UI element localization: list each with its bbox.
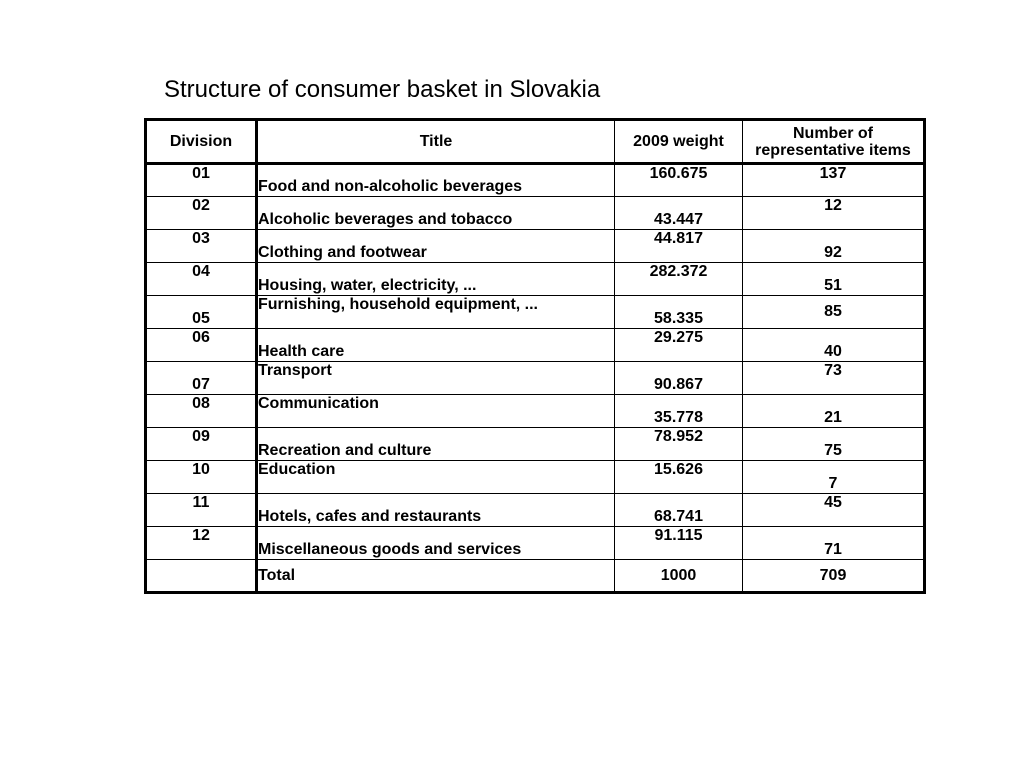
title-cell: Transport bbox=[257, 362, 615, 395]
weight-cell: 90.867 bbox=[615, 362, 743, 395]
division-cell: 02 bbox=[146, 197, 257, 230]
items-cell: 7 bbox=[743, 461, 925, 494]
table-row bbox=[146, 395, 925, 428]
weight-cell: 68.741 bbox=[615, 494, 743, 527]
total-label: Total bbox=[257, 560, 615, 593]
table-header-row bbox=[146, 120, 925, 164]
division-cell: 07 bbox=[146, 362, 257, 395]
items-cell: 92 bbox=[743, 230, 925, 263]
consumer-basket-table bbox=[144, 118, 926, 594]
title-cell: Education bbox=[257, 461, 615, 494]
header-items-line2: representative items bbox=[755, 141, 911, 159]
total-weight: 1000 bbox=[615, 560, 743, 593]
table-row bbox=[146, 527, 925, 560]
weight-cell: 78.952 bbox=[615, 428, 743, 461]
header-representative-items bbox=[743, 120, 925, 164]
total-row bbox=[146, 560, 925, 593]
weight-cell: 91.115 bbox=[615, 527, 743, 560]
header-title: Title bbox=[257, 120, 615, 164]
division-cell: 01 bbox=[146, 164, 257, 197]
items-cell: 85 bbox=[743, 296, 925, 329]
items-cell: 45 bbox=[743, 494, 925, 527]
division-cell: 11 bbox=[146, 494, 257, 527]
weight-cell: 282.372 bbox=[615, 263, 743, 296]
division-cell: 10 bbox=[146, 461, 257, 494]
division-cell: 08 bbox=[146, 395, 257, 428]
page-title: Structure of consumer basket in Slovakia bbox=[164, 76, 601, 103]
table-row bbox=[146, 164, 925, 197]
table-row bbox=[146, 197, 925, 230]
items-cell: 137 bbox=[743, 164, 925, 197]
weight-cell: 160.675 bbox=[615, 164, 743, 197]
title-cell: Clothing and footwear bbox=[257, 230, 615, 263]
title-cell: Alcoholic beverages and tobacco bbox=[257, 197, 615, 230]
division-cell: 03 bbox=[146, 230, 257, 263]
table-row bbox=[146, 428, 925, 461]
weight-cell: 29.275 bbox=[615, 329, 743, 362]
items-cell: 40 bbox=[743, 329, 925, 362]
title-cell: Health care bbox=[257, 329, 615, 362]
title-cell: Miscellaneous goods and services bbox=[257, 527, 615, 560]
total-division-cell bbox=[146, 560, 257, 593]
table-row bbox=[146, 494, 925, 527]
table-row bbox=[146, 263, 925, 296]
weight-cell: 44.817 bbox=[615, 230, 743, 263]
table-row bbox=[146, 329, 925, 362]
title-cell: Food and non-alcoholic beverages bbox=[257, 164, 615, 197]
division-cell: 12 bbox=[146, 527, 257, 560]
division-cell: 05 bbox=[146, 296, 257, 329]
header-weight: 2009 weight bbox=[615, 120, 743, 164]
total-items: 709 bbox=[743, 560, 925, 593]
weight-cell: 58.335 bbox=[615, 296, 743, 329]
title-cell: Communication bbox=[257, 395, 615, 428]
division-cell: 09 bbox=[146, 428, 257, 461]
weight-cell: 15.626 bbox=[615, 461, 743, 494]
items-cell: 75 bbox=[743, 428, 925, 461]
table-row bbox=[146, 296, 925, 329]
division-cell: 06 bbox=[146, 329, 257, 362]
table-row bbox=[146, 362, 925, 395]
title-cell: Recreation and culture bbox=[257, 428, 615, 461]
weight-cell: 43.447 bbox=[615, 197, 743, 230]
weight-cell: 35.778 bbox=[615, 395, 743, 428]
header-division: Division bbox=[146, 120, 257, 164]
table-row bbox=[146, 461, 925, 494]
division-cell: 04 bbox=[146, 263, 257, 296]
title-cell: Furnishing, household equipment, ... bbox=[257, 296, 615, 329]
items-cell: 21 bbox=[743, 395, 925, 428]
items-cell: 51 bbox=[743, 263, 925, 296]
items-cell: 12 bbox=[743, 197, 925, 230]
title-cell: Hotels, cafes and restaurants bbox=[257, 494, 615, 527]
items-cell: 73 bbox=[743, 362, 925, 395]
title-cell: Housing, water, electricity, ... bbox=[257, 263, 615, 296]
header-items-line1: Number of bbox=[793, 124, 873, 142]
table-row bbox=[146, 230, 925, 263]
items-cell: 71 bbox=[743, 527, 925, 560]
